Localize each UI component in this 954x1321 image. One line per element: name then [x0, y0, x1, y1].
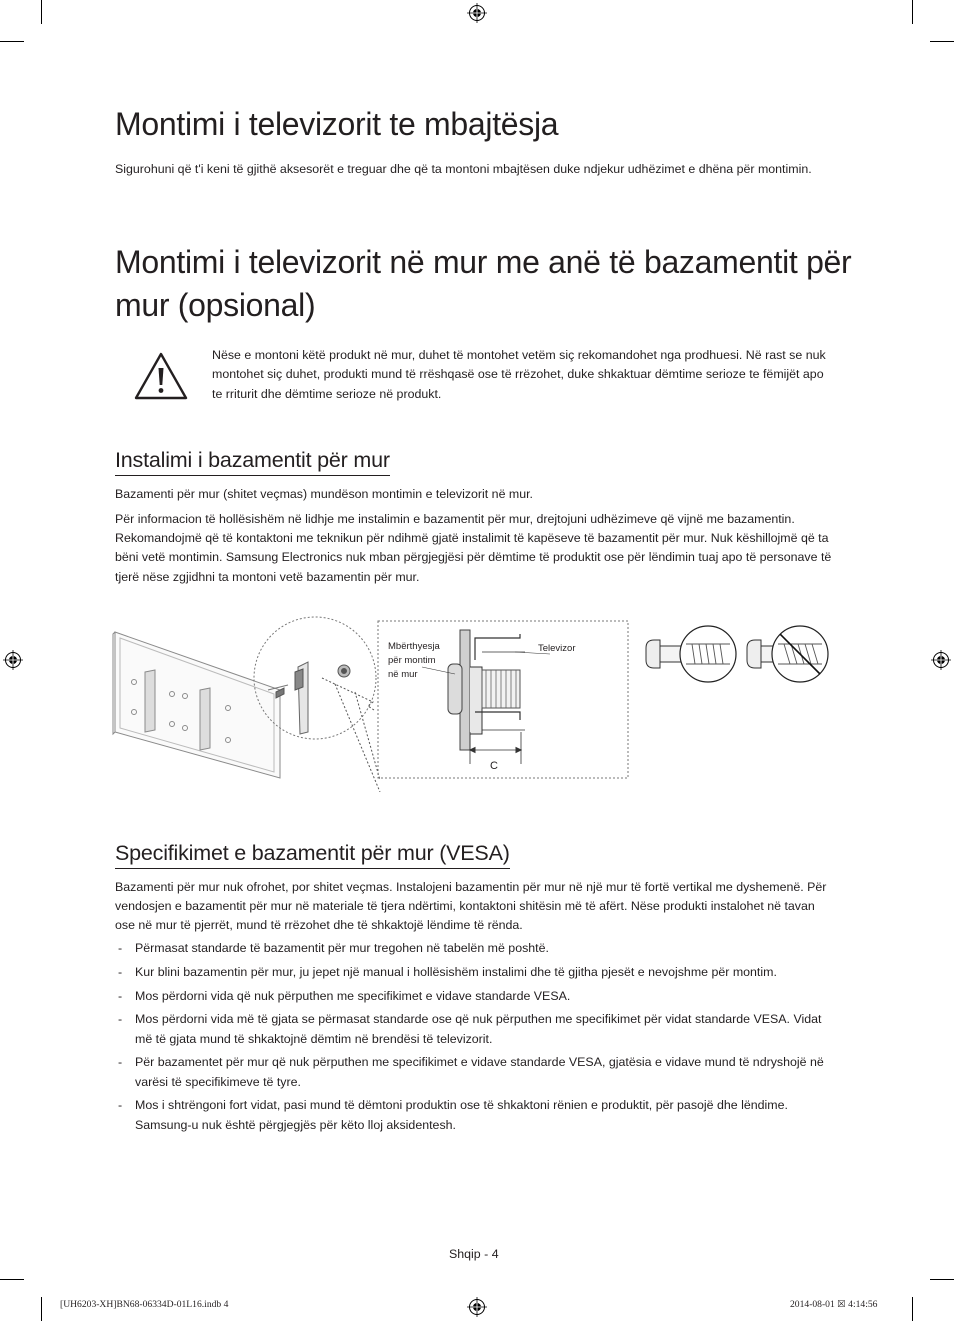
warning-triangle-icon	[133, 351, 189, 401]
slug-timestamp: 2014-08-01 ☒ 4:14:56	[790, 1299, 878, 1310]
slug-filename: [UH6203-XH]BN68-06334D-01L16.indb 4	[60, 1299, 229, 1310]
registration-mark-icon	[931, 650, 951, 670]
crop-mark	[41, 1297, 42, 1321]
list-item: - Kur blini bazamentin për mur, ju jepet një manual i hollësishëm instalimi dhe të gjitha pjesët e nevojshme për montim.	[118, 964, 777, 979]
label-tv: Televizor	[538, 643, 576, 654]
section-title-wall-mount: Montimi i televizorit në mur me anë të bazamentit për mur (opsional)	[115, 244, 852, 323]
tv-back-illustration	[113, 632, 280, 778]
install-paragraph-2: Për informacion të hollësishëm në lidhje me instalimin e bazamentit për mur, drejtojuni udhëzimeve që vijnë me bazamentin. Rekomandojmë që të kontaktoni me teknikun për ndihmë gjatë instalimit të kapëseve të bazamentit për mur. Nuk këshillojmë që ta bëni vetë montimin. Samsung Electronics nuk mban përgjegjësi për dëmtime të produktit ose për lëndimin tuaj apo të personave të tjerë nëse zgjidhni ta montoni vetë bazamentin për mur.	[115, 512, 832, 584]
crop-mark	[0, 1279, 24, 1280]
correct-screw-icon	[646, 626, 736, 682]
label-bracket-line1: Mbërthyesja	[388, 641, 440, 652]
crop-mark	[0, 41, 24, 42]
registration-mark-icon	[467, 3, 487, 23]
crop-mark	[930, 1279, 954, 1280]
label-dimension-c: C	[490, 760, 498, 772]
registration-mark-icon	[467, 1297, 487, 1317]
list-item: - Për bazamentet për mur që nuk përputhen me specifikimet e vidave standarde VESA, gjatësia e vidave mund të ndryshojë në varësi të specifikimeve të tyre.	[118, 1055, 824, 1089]
label-bracket-line3: në mur	[388, 669, 418, 680]
page-title: Montimi i televizorit te mbajtësja	[115, 106, 559, 142]
list-item: - Përmasat standarde të bazamentit për mur tregohen në tabelën më poshtë.	[118, 941, 549, 955]
warning-text: Nëse e montoni këtë produkt në mur, duhet të montohet vetëm siç rekomandohet nga prodhuesi. Në rast se nuk montohet siç duhet, produkti mund të rrëshqasë ose të rrëzohet, duke shkaktuar dëmtime serioze te fëmijët apo te rriturit dhe dëmtime serioze në produkt.	[212, 348, 826, 401]
crop-mark	[912, 0, 913, 24]
intro-paragraph: Sigurohuni që t'i keni të gjithë aksesorët e treguar dhe që ta montoni mbajtësen duke ndjekur udhëzimet e dhëna për montimin.	[115, 162, 812, 176]
vesa-paragraph: Bazamenti për mur nuk ofrohet, por shitet veçmas. Instalojeni bazamentin për mur në një mur të fortë vertikal me dyshemenë. Për vendosjen e bazamentit për mur në materiale të tjera ndërtimi, kontaktoni shitësin më të afërt. Nëse produkti instalohet në tavan ose në mur të pjerrët, mund të rrëzohet dhe të shkaktojë lëndime të rënda.	[115, 880, 827, 933]
crop-mark	[912, 1297, 913, 1321]
crop-mark	[930, 41, 954, 42]
install-paragraph-1: Bazamenti për mur (shitet veçmas) mundëson montimin e televizorit në mur.	[115, 487, 534, 501]
list-item: - Mos përdorni vida që nuk përputhen me specifikimet e vidave standarde VESA.	[118, 988, 571, 1003]
crop-mark	[41, 0, 42, 24]
list-item: - Mos përdorni vida më të gjata se përmasat standarde ose që nuk përputhen me specifikimet për vidat standarde VESA. Vidat më të gjata mund të shkaktojnë dëmtim në brendësi të televizorit.	[118, 1012, 822, 1046]
vesa-heading: Specifikimet e bazamentit për mur (VESA)	[115, 841, 510, 869]
wall-mount-diagram	[110, 612, 840, 792]
label-bracket-line2: për montim	[388, 655, 436, 666]
page-number: Shqip - 4	[449, 1247, 499, 1261]
list-item: - Mos i shtrëngoni fort vidat, pasi mund të dëmtoni produktin ose të shkaktoni rënien e produktit, për pasojë dhe lëndime. Samsung-u nuk është përgjegjës për këto lloj aksidentesh.	[118, 1098, 788, 1132]
install-heading: Instalimi i bazamentit për mur	[115, 448, 390, 476]
cross-section-drawing	[422, 630, 550, 764]
vesa-bullet-list	[115, 939, 840, 1139]
registration-mark-icon	[3, 650, 23, 670]
incorrect-screw-icon	[747, 626, 828, 682]
